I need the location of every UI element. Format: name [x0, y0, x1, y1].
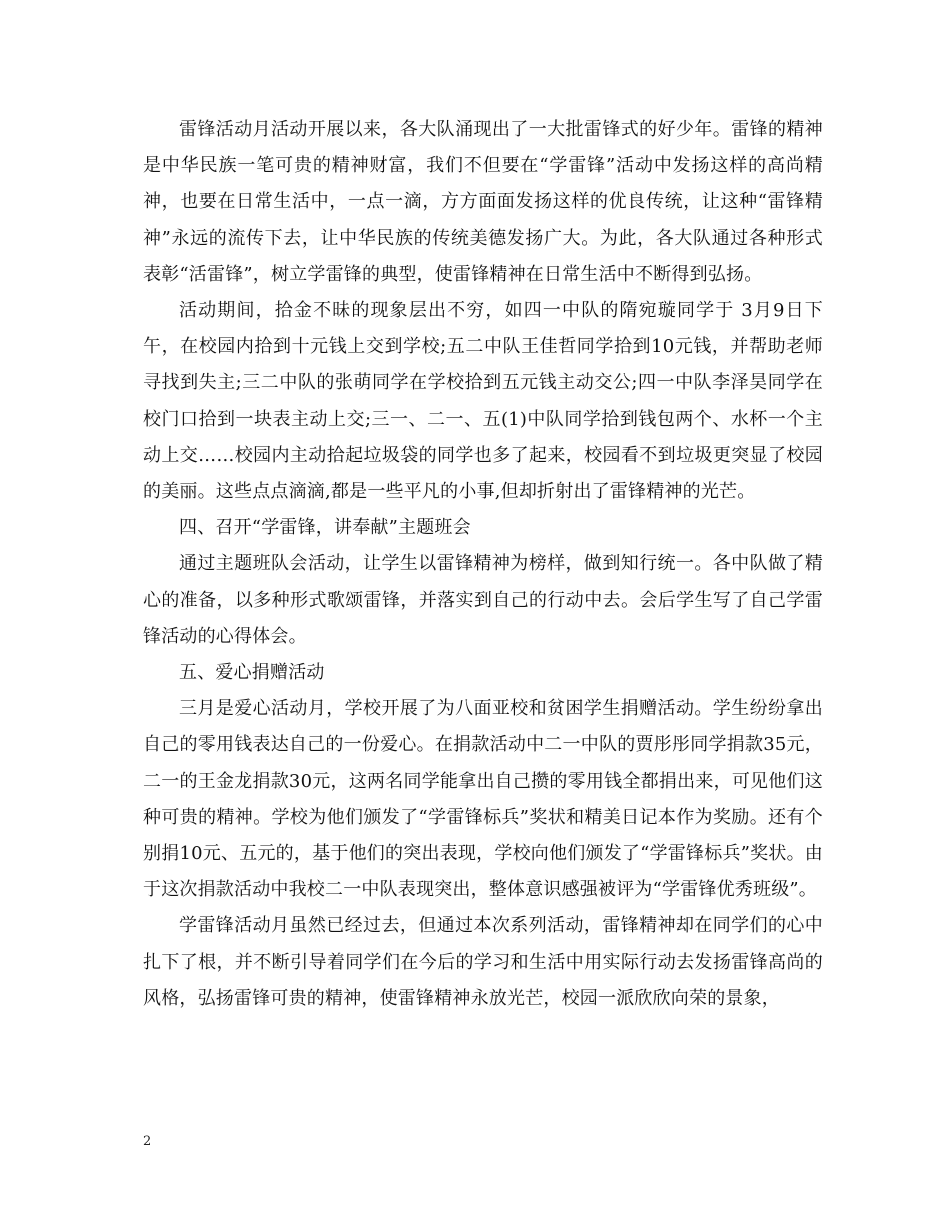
page-number: 2 [143, 1134, 152, 1149]
section-heading-class-meeting: 四、召开“学雷锋，讲奉献”主题班会 [179, 517, 471, 539]
section-heading-donation: 五、爱心捐赠活动 [179, 662, 325, 684]
paragraph-lost-and-found: 活动期间，拾金不昧的现象层出不穷，如四一中队的隋宛璇同学于 3月9日下午，在校园内拾到十元钱上交到学校;五二中队王佳哲同学拾到10元钱，并帮助老师寻找到失主;三二中队的张萌同学在学校拾到五元钱主动交公;四一中队李泽昊同学在校门口拾到一块表主动上交;三一、二一、五(1)中队同学拾到钱包两个、水杯一个主动上交……校园内主动拾起垃圾袋的同学也多了起来，校园看不到垃圾更突显了校园的美丽。这些点点滴滴,都是一些平凡的小事,但却折射出了雷锋精神的光芒。 [143, 300, 823, 503]
paragraph-lei-feng-spirit: 雷锋活动月活动开展以来，各大队涌现出了一大批雷锋式的好少年。雷锋的精神是中华民族一笔可贵的精神财富，我们不但要在“学雷锋”活动中发扬这样的高尚精神，也要在日常生活中，一点一滴，方方面面发扬这样的优良传统，让这种“雷锋精神”永远的流传下去，让中华民族的传统美德发扬广大。为此，各大队通过各种形式表彰“活雷锋”，树立学雷锋的典型，使雷锋精神在日常生活中不断得到弘扬。 [143, 119, 823, 285]
paragraph-class-meeting: 通过主题班队会活动，让学生以雷锋精神为榜样，做到知行统一。各中队做了精心的准备，以多种形式歌颂雷锋，并落实到自己的行动中去。会后学生写了自己学雷锋活动的心得体会。 [143, 553, 823, 647]
paragraph-conclusion: 学雷锋活动月虽然已经过去，但通过本次系列活动，雷锋精神却在同学们的心中扎下了根，并不断引导着同学们在今后的学习和生活中用实际行动去发扬雷锋高尚的风格，弘扬雷锋可贵的精神，使雷锋精神永放光芒，校园一派欣欣向荣的景象， [143, 915, 823, 1009]
paragraph-donation: 三月是爱心活动月，学校开展了为八面亚校和贫困学生捐赠活动。学生纷纷拿出自己的零用钱表达自己的一份爱心。在捐款活动中二一中队的贾彤彤同学捐款35元，二一的王金龙捐款30元，这两名同学能拿出自己攒的零用钱全都捐出来，可见他们这种可贵的精神。学校为他们颁发了“学雷锋标兵”奖状和精美日记本作为奖励。还有个别捐10元、五元的，基于他们的突出表现，学校向他们颁发了“学雷锋标兵”奖状。由于这次捐款活动中我校二一中队表现突出，整体意识感强被评为“学雷锋优秀班级”。 [143, 698, 823, 901]
document-body [143, 112, 823, 1017]
